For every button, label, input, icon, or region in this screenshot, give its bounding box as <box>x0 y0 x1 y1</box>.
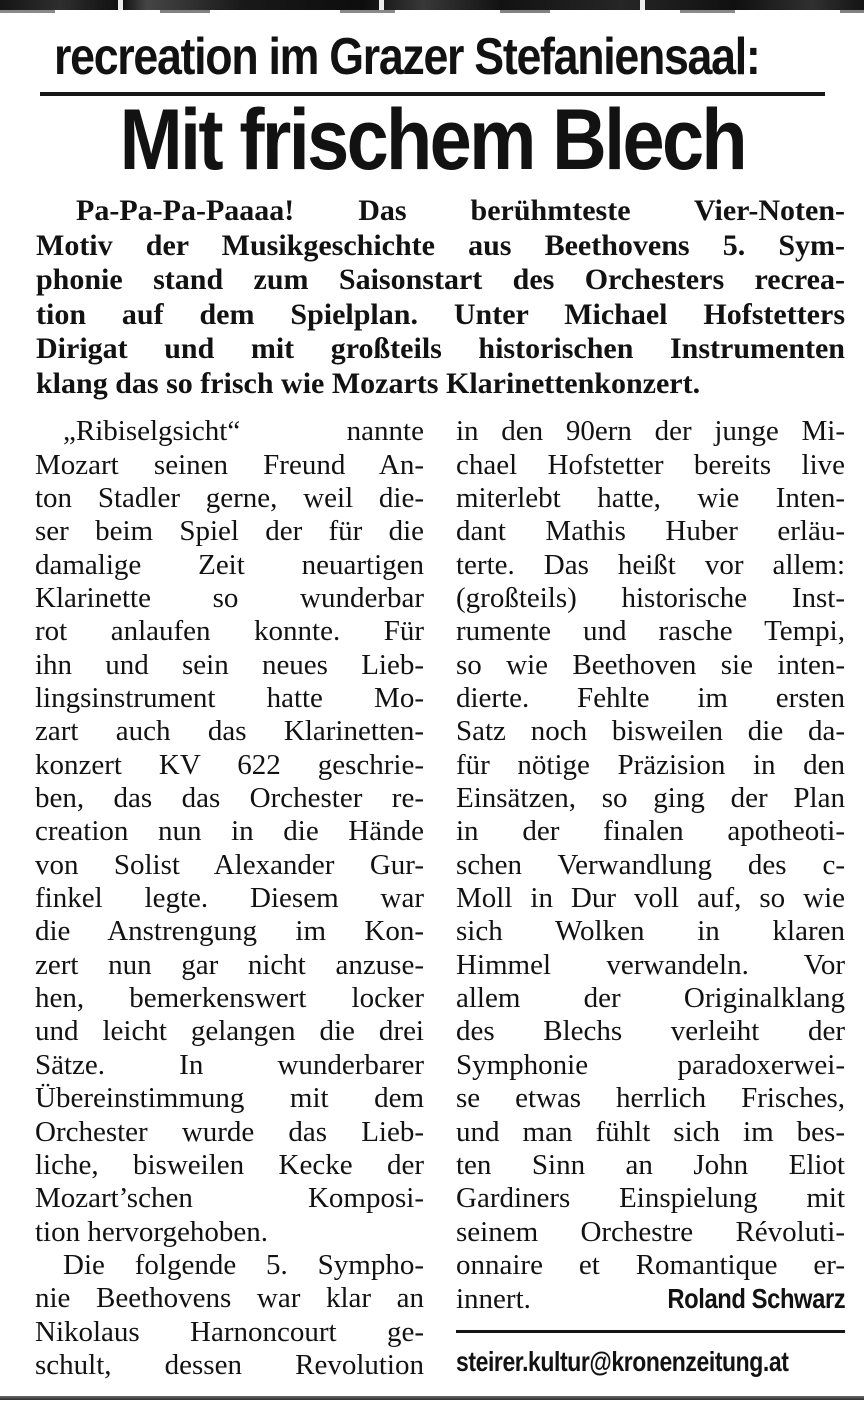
text-line: terte. Das heißt vor allem: <box>456 548 845 581</box>
lede-paragraph <box>36 194 845 401</box>
text-line: dierte. Fehlte im ersten <box>456 682 845 715</box>
article-body <box>35 415 845 1382</box>
text-line: Nikolaus Harnoncourt ge- <box>35 1315 424 1348</box>
text-line: hen, bemerkenswert locker <box>35 982 424 1015</box>
text-line: schult, dessen Revolution <box>35 1348 424 1381</box>
text-line: Orchester wurde das Lieb- <box>35 1115 424 1148</box>
text-line: se etwas herrlich Frisches, <box>456 1082 845 1115</box>
text-line: Symphonie paradoxerwei- <box>456 1048 845 1081</box>
article-header <box>0 28 864 188</box>
byline-preceding-text: innert. <box>456 1283 531 1316</box>
text-line: so wie Beethoven sie inten- <box>456 648 845 681</box>
text-line: ton Stadler gerne, weil die- <box>35 481 424 514</box>
torn-paper-edge-top <box>0 0 864 10</box>
text-line: (großteils) historische Inst- <box>456 582 845 614</box>
text-line: Klarinette so wunderbar <box>35 582 424 614</box>
text-line: zart auch das Klarinetten- <box>35 715 424 748</box>
text-line: ihn und sein neues Lieb- <box>35 648 424 681</box>
text-line: onnaire et Romantique er- <box>456 1248 845 1281</box>
text-line: Himmel verwandeln. Vor <box>456 948 845 981</box>
text-line: von Solist Alexander Gur- <box>35 848 424 881</box>
text-line: und man fühlt sich im bes- <box>456 1115 845 1148</box>
text-line: Mozart seinen Freund An- <box>35 448 424 481</box>
right-column <box>456 415 845 1382</box>
text-line: tion auf dem Spielplan. Unter Michael Hofstetters <box>36 297 845 331</box>
text-line: dant Mathis Huber erläu- <box>456 515 845 548</box>
text-line: zert nun gar nicht anzuse- <box>35 948 424 981</box>
text-line: rot anlaufen konnte. Für <box>35 615 424 648</box>
text-line: chael Hofstetter bereits live <box>456 448 845 481</box>
text-line: Dirigat und mit großteils historischen Instrumenten <box>36 332 845 366</box>
text-line: schen Verwandlung des c- <box>456 848 845 881</box>
text-line: Mozart’schen Komposi- <box>35 1182 424 1215</box>
text-line: in den 90ern der junge Mi- <box>456 415 845 448</box>
kicker-underline-block <box>40 30 825 96</box>
text-line: „Ribiselgsicht“ nannte <box>63 415 424 448</box>
bottom-border-rule <box>0 1396 864 1400</box>
text-line: in der finalen apotheoti- <box>456 815 845 848</box>
text-line: allem der Originalklang <box>456 982 845 1015</box>
text-line: Moll in Dur voll auf, so wie <box>456 882 845 915</box>
contact-email: steirer.kultur@kronenzeitung.at <box>456 1345 789 1377</box>
text-line: Übereinstimmung mit dem <box>35 1082 424 1115</box>
text-line: ben, das das Orchester re- <box>35 782 424 815</box>
text-line: Sätze. In wunderbarer <box>35 1048 424 1081</box>
text-line: lingsinstrument hatte Mo- <box>35 682 424 715</box>
text-line: finkel legte. Diesem war <box>35 882 424 915</box>
text-line: Einsätzen, so ging der Plan <box>456 782 845 815</box>
text-line: und leicht gelangen die drei <box>35 1015 424 1048</box>
text-line: Die folgende 5. Sympho- <box>63 1248 424 1281</box>
text-line: liche, bisweilen Kecke der <box>35 1148 424 1181</box>
left-column <box>35 415 424 1382</box>
text-line: damalige Zeit neuartigen <box>35 548 424 581</box>
text-line: des Blechs verleiht der <box>456 1015 845 1048</box>
left-column-lines <box>35 415 424 1382</box>
text-line: Motiv der Musikgeschichte aus Beethovens 5. Sym- <box>36 228 845 262</box>
text-line: sich Wolken in klaren <box>456 915 845 948</box>
text-line: rumente und rasche Tempi, <box>456 615 845 648</box>
text-line: konzert KV 622 geschrie- <box>35 748 424 781</box>
page-title: Mit frischem Blech <box>119 91 745 188</box>
text-line: ten Sinn an John Eliot <box>456 1148 845 1181</box>
byline-author: Roland Schwarz <box>667 1283 845 1315</box>
byline-row <box>456 1282 845 1316</box>
contact-row <box>456 1333 845 1378</box>
kicker: recreation im Grazer Stefaniensaal: <box>54 28 760 86</box>
text-line: seinem Orchestre Révoluti- <box>456 1215 845 1248</box>
text-line: phonie stand zum Saisonstart des Orchesters recrea- <box>36 263 845 297</box>
text-line: Satz noch bisweilen die da- <box>456 715 845 748</box>
text-line: Pa-Pa-Pa-Paaaa! Das berühmteste Vier-Noten- <box>76 194 845 228</box>
text-line: nie Beethovens war klar an <box>35 1282 424 1315</box>
text-line: für nötige Präzision in den <box>456 748 845 781</box>
text-line: Gardiners Einspielung mit <box>456 1182 845 1215</box>
headline-block <box>0 91 864 188</box>
text-line: die Anstrengung im Kon- <box>35 915 424 948</box>
text-line: creation nun in die Hände <box>35 815 424 848</box>
text-line: miterlebt hatte, wie Inten- <box>456 481 845 514</box>
text-line: ser beim Spiel der für die <box>35 515 424 548</box>
text-line: tion hervorgehoben. <box>35 1215 269 1248</box>
right-column-lines <box>456 415 845 1282</box>
text-line: klang das so frisch wie Mozarts Klarinettenkonzert. <box>36 366 701 400</box>
